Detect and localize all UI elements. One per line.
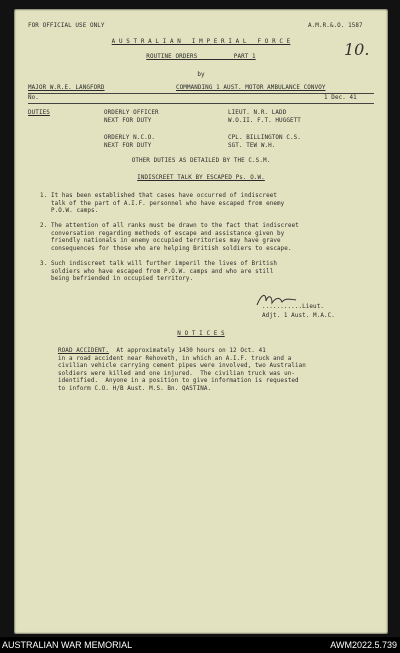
force-title: A U S T R A L I A N I M P E R I A L F O R C E: [111, 39, 291, 45]
paragraph-2: 2. The attention of all ranks must be drawn to the fact that indiscreet conversation regarding methods of escape and assistance given by friendly nationals in enemy occupied territories may have grave consequences for those who are helping British soldiers to escape.: [40, 223, 299, 252]
duty-orderly-officer: ORDERLY OFFICER NEXT FOR DUTY: [104, 110, 159, 124]
handwritten-number: 10.: [344, 40, 370, 59]
notices-heading: N O T I C E S: [177, 331, 225, 337]
other-duties: OTHER DUTIES AS DETAILED BY THE C.S.M.: [131, 158, 271, 164]
section-heading-indiscreet-talk: INDISCREET TALK BY ESCAPED Ps. O.W.: [137, 175, 265, 181]
duty-orderly-officer-name: LIEUT. N.R. LADD W.O.II. F.T. HUGGETT: [228, 110, 301, 124]
paragraph-3: 3. Such indiscreet talk will further imperil the lives of British soldiers who have escaped from P.O.W. camps and who are still being befriended in occupied territory.: [40, 261, 278, 282]
duty-orderly-nco-name: CPL. BILLINGTON C.S. SGT. TEW W.H.: [228, 135, 301, 149]
road-accident-title: ROAD ACCIDENT.: [58, 348, 110, 354]
duty-orderly-nco: ORDERLY N.C.O. NEXT FOR DUTY: [104, 135, 156, 149]
header-rule-2: [28, 103, 374, 104]
security-marking: FOR OFFICIAL USE ONLY: [28, 23, 105, 29]
orders-date: 1 Dec. 41: [324, 95, 357, 101]
footer-source: AUSTRALIAN WAR MEMORIAL: [2, 640, 133, 650]
command-unit: COMMANDING 1 AUST. MOTOR AMBULANCE CONVOY: [176, 85, 326, 91]
by-label: by: [197, 72, 205, 78]
header-rule: [28, 93, 374, 94]
paragraph-1: 1. It has been established that cases have occurred of indiscreet talk of the part of A.I.F. personnel who have escaped from enemy P.O.W. camps.: [40, 193, 285, 214]
signature-line: ...........Lieut.: [262, 304, 324, 310]
footer-accession: AWM2022.5.739: [330, 640, 397, 650]
signature-title: Adjt. 1 Aust. M.A.C.: [262, 313, 335, 319]
commander-name: MAJOR W.R.E. LANGFORD: [28, 85, 105, 91]
road-accident-body: At approximately 1430 hours on 12 Oct. 41 in a road accident near Rehoveth, in which an A.I.F. truck and a civilian vehicle carrying cement pipes were involved, two Australian soldiers were killed and one injured. The civilian truck was un- identified. Anyone in a position to give information is requested to inform C.O. H/B Aust. M.S. Bn. QASTINA.: [58, 348, 306, 392]
orders-title: ROUTINE ORDERS PART 1: [146, 54, 256, 60]
road-accident-text: [58, 348, 306, 393]
reference-number: A.M.R.&.O. 1587: [308, 23, 363, 29]
duties-label: DUTIES: [28, 110, 50, 116]
footer-bar: [0, 637, 400, 653]
orders-number-label: No.: [28, 95, 39, 101]
document-page: [14, 9, 388, 634]
